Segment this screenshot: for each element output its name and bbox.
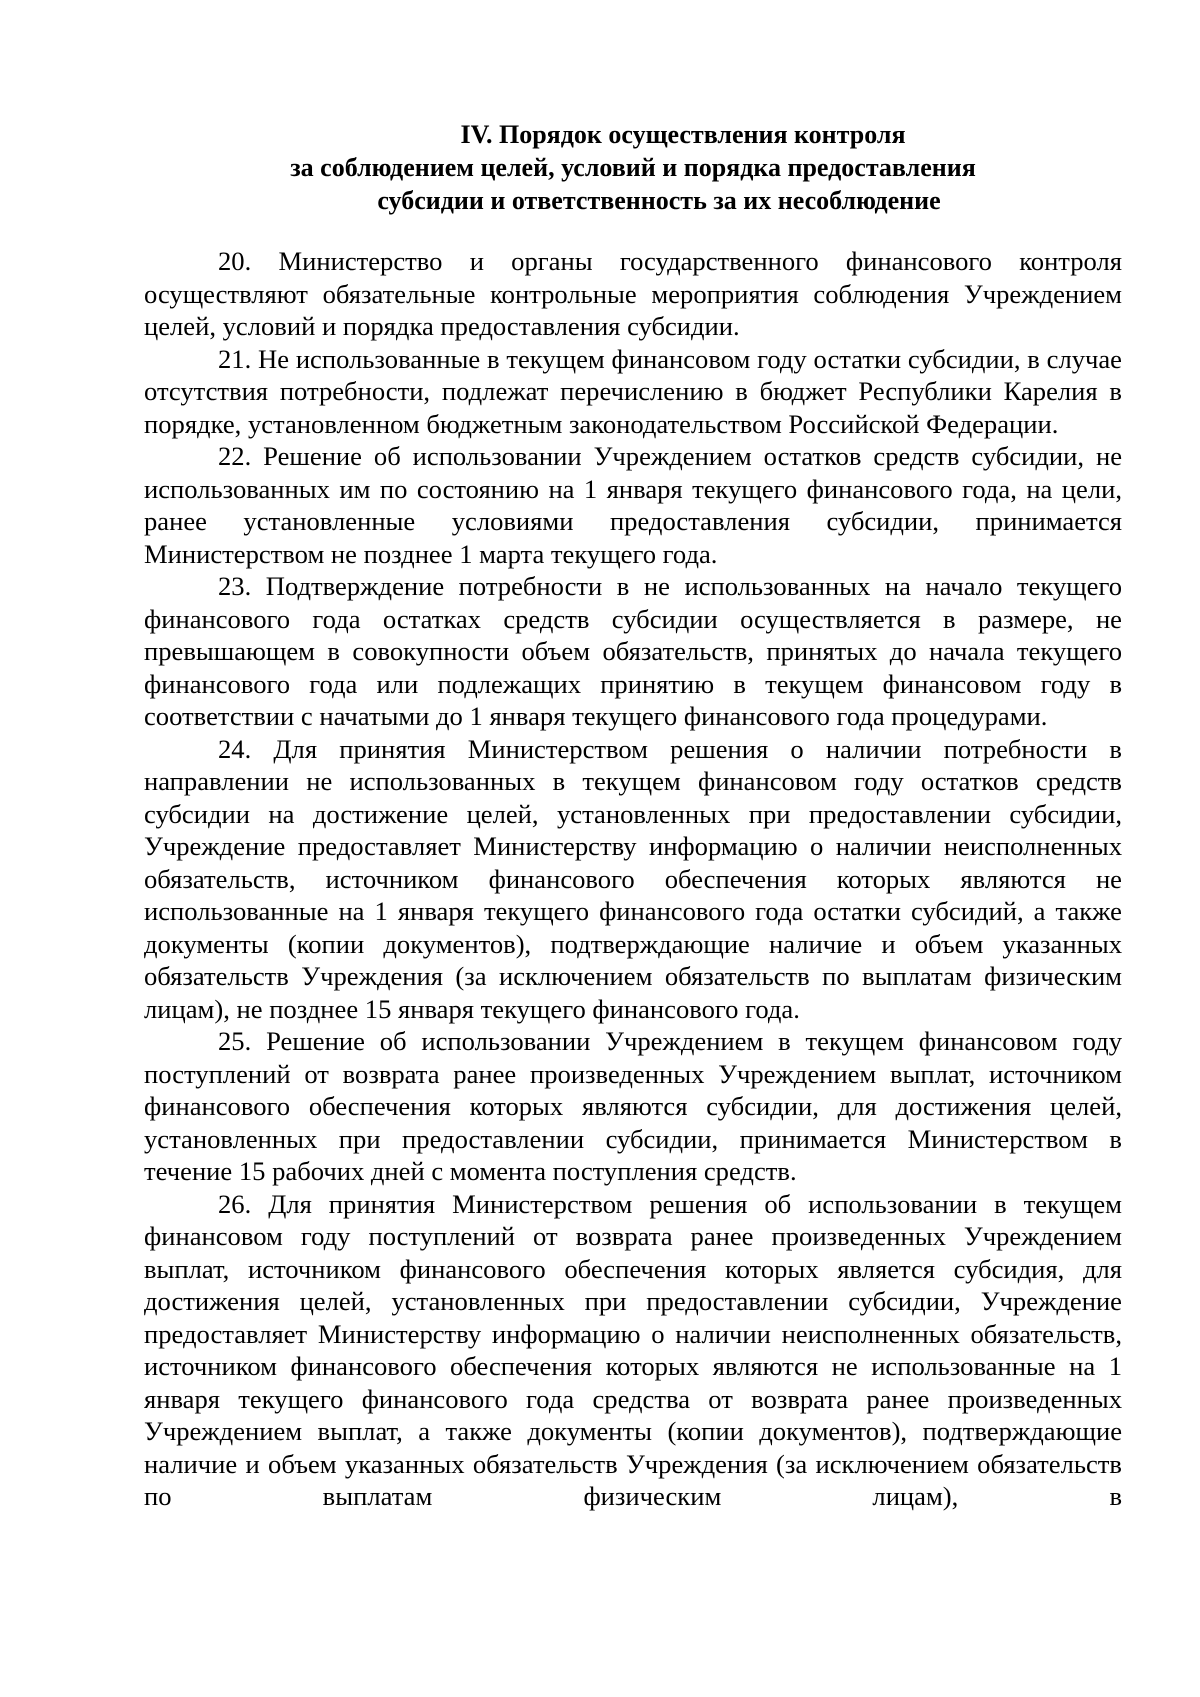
paragraph-22: 22. Решение об использовании Учреждением остатков средств субсидии, не использованных им по состоянию на 1 января текущего финансового года, на цели, ранее установленные условиями предоставления субсидии, принимается Министерством не позднее 1 марта текущего года. [144,441,1122,569]
section-heading [144,118,1122,217]
paragraph-25: 25. Решение об использовании Учреждением в текущем финансовом году поступлений от возврата ранее произведенных Учреждением выплат, источником финансового обеспечения которых являются субсидии, для достижения целей, установленных при предоставлении субсидии, принимается Министерством в течение 15 рабочих дней с момента поступления средств. [144,1026,1122,1186]
paragraph-21: 21. Не использованные в текущем финансовом году остатки субсидии, в случае отсутствия потребности, подлежат перечислению в бюджет Республики Карелия в порядке, установленном бюджетным законодательством Российской Федерации. [144,343,1122,439]
heading-line: субсидии и ответственность за их несоблюдение [377,186,941,215]
paragraph-26: 26. Для принятия Министерством решения об использовании в текущем финансовом году поступлений от возврата ранее произведенных Учреждением выплат, источником финансового обеспечения которых является субсидия, для достижения целей, установленных при предоставлении субсидии, Учреждение предоставляет Министерству информацию о наличии неисполненных обязательств, источником финансового обеспечения которых являются не использованные на 1 января текущего финансового года средства от возврата ранее произведенных Учреждением выплат, а также документы (копии документов), подтверждающие наличие и объем указанных обязательств Учреждения (за исключением обязательств по выплатам физическим лицам), в [144,1188,1122,1511]
document-body [144,245,1122,1513]
heading-line: за соблюдением целей, условий и порядка предоставления [290,153,976,182]
paragraph-23: 23. Подтверждение потребности в не использованных на начало текущего финансового года остатках средств субсидии осуществляется в размере, не превышающем в совокупности объем обязательств, принятых до начала текущего финансового года или подлежащих принятию в текущем финансовом году в соответствии с начатыми до 1 января текущего финансового года процедурами. [144,571,1122,731]
paragraph-24: 24. Для принятия Министерством решения о наличии потребности в направлении не использованных в текущем финансовом году остатков средств субсидии на достижение целей, установленных при предоставлении субсидии, Учреждение предоставляет Министерству информацию о наличии неисполненных обязательств, источником финансового обеспечения которых являются не использованные на 1 января текущего финансового года остатки субсидий, а также документы (копии документов), подтверждающие наличие и объем указанных обязательств Учреждения (за исключением обязательств по выплатам физическим лицам), не позднее 15 января текущего финансового года. [144,733,1122,1024]
heading-line: IV. Порядок осуществления контроля [460,120,906,149]
paragraph-20: 20. Министерство и органы государственного финансового контроля осуществляют обязательные контрольные мероприятия соблюдения Учреждением целей, условий и порядка предоставления субсидии. [144,246,1122,341]
